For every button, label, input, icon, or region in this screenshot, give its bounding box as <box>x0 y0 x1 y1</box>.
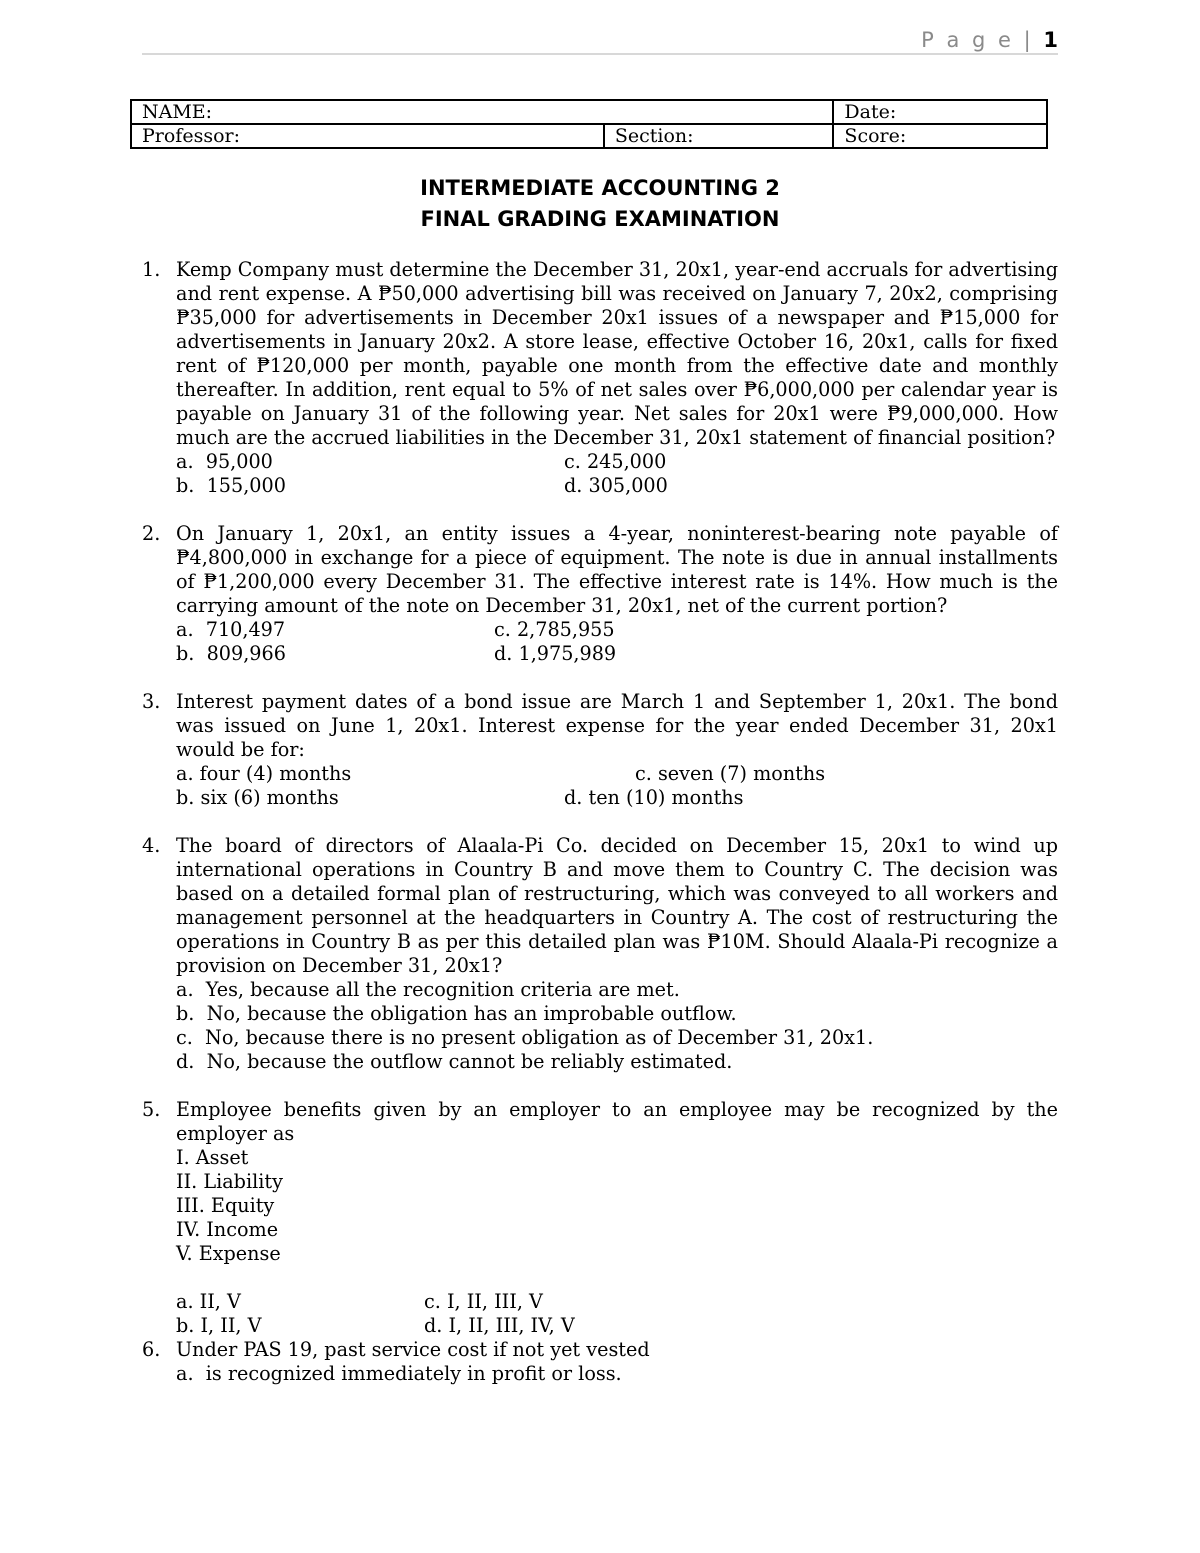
question-3 <box>142 690 1058 810</box>
choice-c: c. 245,000 <box>564 450 667 473</box>
question-text: Employee benefits given by an employer to an employee may be recognized by the employer as <box>176 1098 1058 1145</box>
header-rule <box>142 53 1058 55</box>
choice-b: b. 155,000 <box>176 474 286 497</box>
choice-d: d. 1,975,989 <box>494 642 617 665</box>
question-number: 1. <box>142 258 161 281</box>
page-number-value: 1 <box>1043 28 1058 52</box>
score-cell <box>833 124 1047 148</box>
choice-a: a. is recognized immediately in profit or loss. <box>176 1362 622 1385</box>
choice-a: a. four (4) months <box>176 762 352 785</box>
student-info-table <box>130 99 1048 149</box>
choice-b: b. I, II, V <box>176 1314 262 1337</box>
choice-d: d. No, because the outflow cannot be reliably estimated. <box>176 1050 733 1073</box>
question-text: Under PAS 19, past service cost if not yet vested <box>176 1338 650 1361</box>
question-number: 4. <box>142 834 161 857</box>
option-item: IV. Income <box>176 1218 279 1241</box>
choice-b: b. six (6) months <box>176 786 339 809</box>
question-4 <box>142 834 1058 1074</box>
question-2 <box>142 522 1058 666</box>
questions <box>142 258 1058 1386</box>
choice-b: b. No, because the obligation has an improbable outflow. <box>176 1002 737 1025</box>
exam-title: INTERMEDIATE ACCOUNTING 2 <box>420 176 780 200</box>
question-6 <box>142 1338 1058 1386</box>
question-number: 3. <box>142 690 161 713</box>
choice-d: d. 305,000 <box>564 474 668 497</box>
exam-subtitle: FINAL GRADING EXAMINATION <box>420 207 780 231</box>
section-cell <box>604 124 834 148</box>
name-cell <box>131 100 833 124</box>
question-5 <box>142 1098 1058 1338</box>
choice-a: a. 95,000 <box>176 450 273 473</box>
option-item: V. Expense <box>176 1242 281 1265</box>
choice-c: c. 2,785,955 <box>494 618 615 641</box>
question-text: The board of directors of Alaala-Pi Co. decided on December 15, 20x1 to wind up international operations in Country B and move them to Country C. The decision was based on a detailed formal plan of restructuring, which was conveyed to all workers and management personnel at the headquarters in Country A. The cost of restructuring the operations in Country B as per this detailed plan was ₱10M. Should Alaala-Pi recognize a provision on December 31, 20x1? <box>176 834 1058 977</box>
page-label: P a g e | <box>921 28 1034 52</box>
choice-d: d. I, II, III, IV, V <box>424 1314 575 1337</box>
choice-c: c. I, II, III, V <box>424 1290 543 1313</box>
choice-a: a. II, V <box>176 1290 241 1313</box>
date-cell <box>833 100 1047 124</box>
professor-label: Professor: <box>142 125 241 147</box>
name-label: NAME: <box>142 101 213 123</box>
date-label: Date: <box>844 101 897 123</box>
score-label: Score: <box>844 125 907 147</box>
question-text: Interest payment dates of a bond issue are March 1 and September 1, 20x1. The bond was issued on June 1, 20x1. Interest expense for the year ended December 31, 20x1 would be for: <box>176 690 1058 761</box>
professor-cell <box>131 124 604 148</box>
question-number: 2. <box>142 522 161 545</box>
choice-d: d. ten (10) months <box>564 786 744 809</box>
choice-b: b. 809,966 <box>176 642 286 665</box>
question-text: Kemp Company must determine the December 31, 20x1, year-end accruals for advertising and rent expense. A ₱50,000 advertising bill was received on January 7, 20x2, comprising ₱35,000 for advertisements in December 20x1 issues of a newspaper and ₱15,000 for advertisements in January 20x2. A store lease, effective October 16, 20x1, calls for fixed rent of ₱120,000 per month, payable one month from the effective date and monthly thereafter. In addition, rent equal to 5% of net sales over ₱6,000,000 per calendar year is payable on January 31 of the following year. Net sales for 20x1 were ₱9,000,000. How much are the accrued liabilities in the December 31, 20x1 statement of financial position? <box>176 258 1058 449</box>
choice-c: c. seven (7) months <box>635 762 826 785</box>
option-item: III. Equity <box>176 1194 275 1217</box>
section-label: Section: <box>614 125 694 147</box>
choice-a: a. Yes, because all the recognition criteria are met. <box>176 978 680 1001</box>
option-item: I. Asset <box>176 1146 249 1169</box>
option-item: II. Liability <box>176 1170 283 1193</box>
page-number <box>921 28 1058 52</box>
question-number: 6. <box>142 1338 161 1361</box>
choice-c: c. No, because there is no present obligation as of December 31, 20x1. <box>176 1026 874 1049</box>
question-number: 5. <box>142 1098 161 1121</box>
question-text: On January 1, 20x1, an entity issues a 4-year, noninterest-bearing note payable of ₱4,800,000 in exchange for a piece of equipment. The note is due in annual installments of ₱1,200,000 every December 31. The effective interest rate is 14%. How much is the carrying amount of the note on December 31, 20x1, net of the current portion? <box>176 522 1058 617</box>
choice-a: a. 710,497 <box>176 618 286 641</box>
question-1 <box>142 258 1058 498</box>
